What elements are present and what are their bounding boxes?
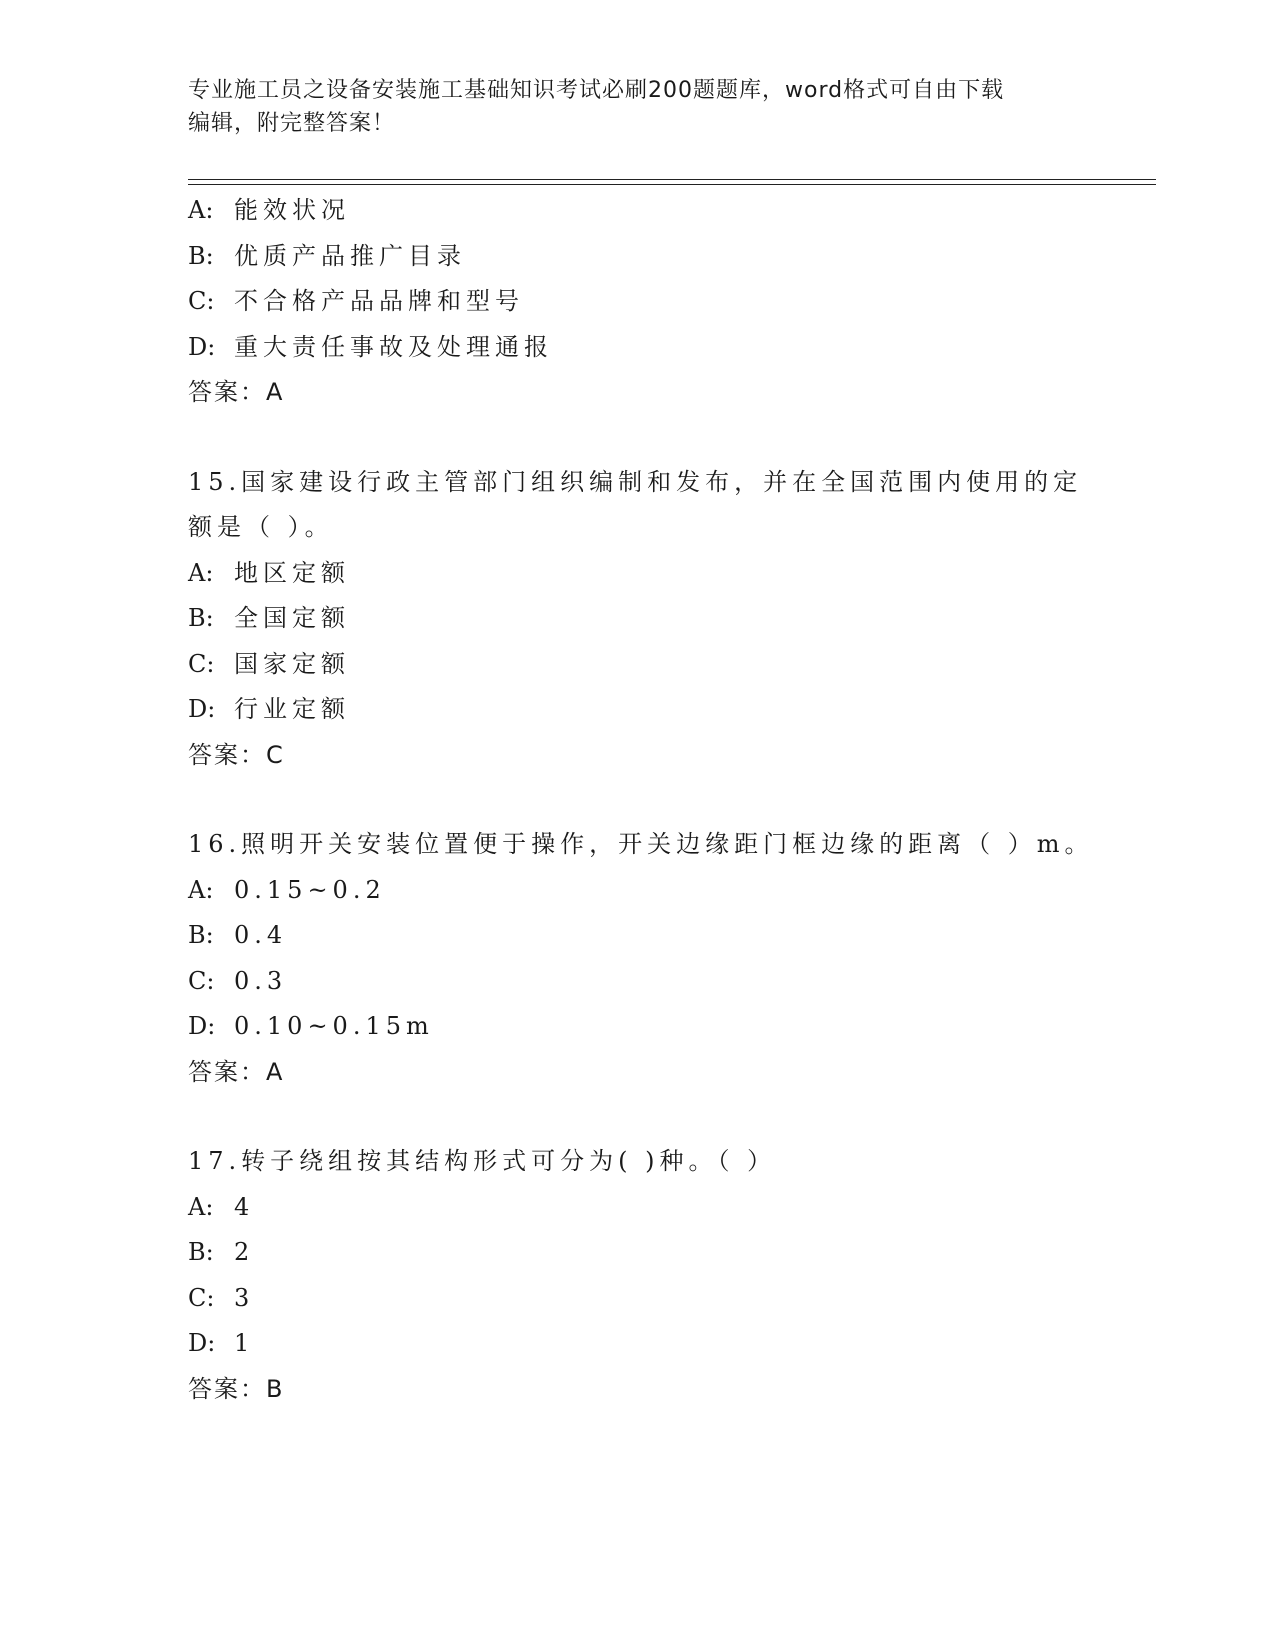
option-key: D: (188, 332, 216, 361)
option-key: B: (188, 241, 214, 270)
option-text: 0.3 (234, 966, 288, 995)
header-line-2: 编辑，附完整答案！ (188, 111, 396, 136)
answer-line: 答案：C (188, 740, 285, 769)
option-text: 3 (234, 1283, 255, 1312)
option-a (188, 188, 1148, 234)
option-key: B: (188, 921, 214, 949)
option-key: D: (188, 695, 216, 723)
option-c (188, 959, 1148, 1005)
option-text: 0.10~0.15m (234, 1012, 434, 1040)
option-a (188, 1185, 1148, 1231)
option-c (188, 279, 1148, 325)
option-key: C: (188, 649, 215, 678)
option-text: 重大责任事故及处理通报 (234, 332, 553, 361)
option-c (188, 642, 1148, 688)
answer-line: 答案：A (188, 378, 285, 406)
option-text: 0.4 (234, 921, 288, 949)
option-text: 国家定额 (234, 649, 350, 678)
option-key: B: (188, 1238, 214, 1266)
option-key: D: (188, 1329, 216, 1357)
option-a (188, 551, 1148, 597)
option-c (188, 1276, 1148, 1322)
option-text: 不合格产品品牌和型号 (234, 287, 524, 315)
option-b (188, 596, 1148, 642)
question-17 (188, 1139, 1148, 1412)
question-content (188, 188, 1148, 1412)
question-text-line-2: 额是（ ）。 (188, 513, 334, 541)
option-text: 4 (234, 1192, 255, 1221)
option-key: C: (188, 1283, 215, 1312)
option-d (188, 325, 1148, 371)
option-a (188, 868, 1148, 914)
option-d (188, 1004, 1148, 1050)
option-key: A: (188, 1192, 214, 1221)
question-text-line-1: 16.照明开关安装位置便于操作，开关边缘距门框边缘的距离（ ）m。 (188, 830, 1094, 858)
answer-line: 答案：A (188, 1057, 285, 1086)
question-16 (188, 822, 1148, 1095)
question-14 (188, 188, 1148, 416)
option-text: 1 (234, 1329, 255, 1357)
option-key: C: (188, 966, 215, 995)
question-text-line-1: 17.转子绕组按其结构形式可分为( )种。（ ） (188, 1147, 777, 1175)
option-d (188, 687, 1148, 733)
option-key: B: (188, 604, 214, 632)
question-15 (188, 460, 1148, 779)
document-header (188, 74, 1088, 140)
answer-line: 答案：B (188, 1374, 285, 1403)
option-b (188, 913, 1148, 959)
header-divider-top (188, 179, 1156, 180)
option-text: 0.15~0.2 (234, 875, 386, 904)
question-text-line-1: 15.国家建设行政主管部门组织编制和发布，并在全国范围内使用的定 (188, 467, 1083, 496)
option-text: 行业定额 (234, 695, 350, 723)
option-key: C: (188, 287, 215, 315)
header-divider-bottom (188, 184, 1156, 185)
header-line-1: 专业施工员之设备安装施工基础知识考试必刷200题题库，word格式可自由下载 (188, 78, 1005, 103)
option-text: 能效状况 (234, 196, 350, 224)
option-text: 优质产品推广目录 (234, 241, 466, 270)
option-d (188, 1321, 1148, 1367)
option-key: A: (188, 196, 214, 224)
option-b (188, 1230, 1148, 1276)
option-b (188, 234, 1148, 280)
option-key: A: (188, 558, 214, 587)
option-text: 全国定额 (234, 604, 350, 632)
option-key: A: (188, 875, 214, 904)
option-text: 地区定额 (234, 558, 350, 587)
option-key: D: (188, 1012, 216, 1040)
option-text: 2 (234, 1238, 255, 1266)
